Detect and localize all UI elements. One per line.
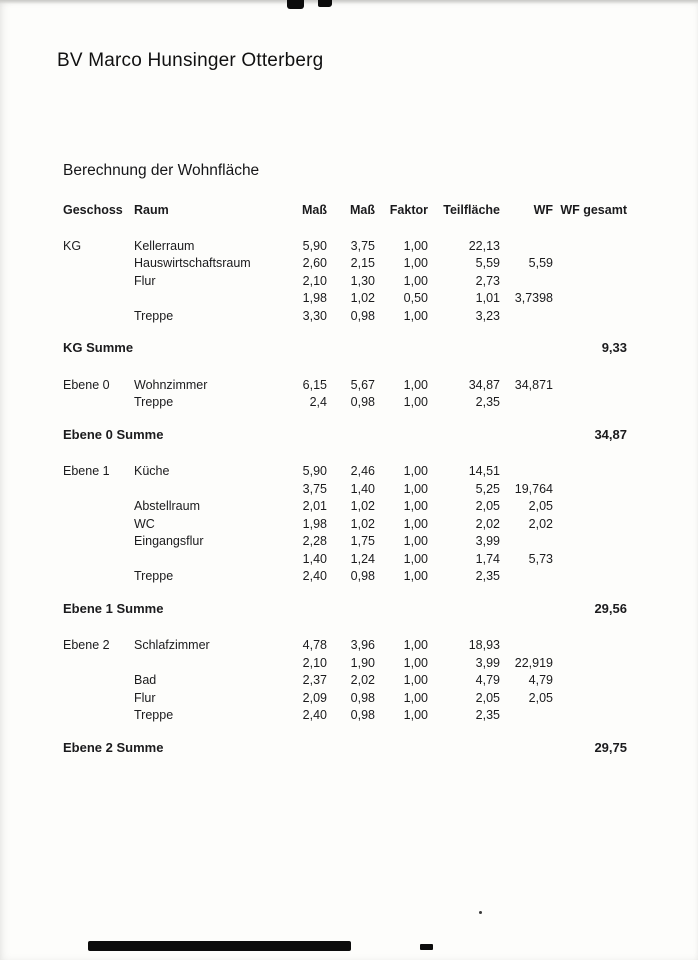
- cell-wf-gesamt: [553, 255, 627, 273]
- cell-geschoss: [63, 290, 134, 308]
- project-title: BV Marco Hunsinger Otterberg: [57, 50, 324, 71]
- col-header-teilflaeche: Teilfläche: [443, 203, 500, 217]
- cell-faktor: 1,00: [403, 256, 428, 270]
- cell-mass-2: 1,02: [350, 499, 375, 513]
- cell-wf-gesamt: [553, 463, 627, 481]
- cell-mass-1: 2,10: [302, 273, 327, 288]
- cell-mass-1: 3,75: [302, 481, 327, 496]
- cell-mass-1: 3,30: [302, 308, 327, 323]
- cell-geschoss: [63, 568, 134, 586]
- cell-mass-1: 2,01: [302, 499, 327, 513]
- cell-geschoss: Ebene 2: [63, 638, 110, 652]
- cell-raum: [134, 290, 282, 308]
- cell-geschoss: [63, 707, 134, 725]
- cell-mass-2: 0,98: [350, 690, 375, 705]
- cell-wf: [500, 568, 553, 586]
- cell-faktor: 1,00: [403, 377, 428, 392]
- cell-wf-gesamt: [553, 238, 627, 256]
- table-row: [63, 637, 627, 655]
- cell-wf: 22,919: [514, 655, 553, 670]
- cell-mass-2: 1,90: [350, 655, 375, 670]
- cell-wf-gesamt: [553, 481, 627, 499]
- cell-mass-2: 1,02: [350, 291, 375, 305]
- cell-wf: 4,79: [528, 673, 553, 687]
- cell-raum: Treppe: [134, 395, 174, 409]
- cell-wf: [500, 707, 553, 725]
- col-header-geschoss: Geschoss: [63, 203, 123, 217]
- cell-raum: Flur: [134, 690, 156, 705]
- cell-faktor: 1,00: [403, 673, 428, 687]
- cell-mass-2: 2,02: [350, 673, 375, 687]
- cell-teilflaeche: 5,25: [475, 481, 500, 496]
- cell-wf-gesamt: [553, 308, 627, 326]
- cell-teilflaeche: 1,01: [475, 291, 500, 305]
- cell-raum: Abstellraum: [134, 499, 200, 513]
- cell-teilflaeche: 2,02: [475, 516, 500, 531]
- cell-teilflaeche: 3,99: [475, 534, 500, 548]
- cell-geschoss: [63, 690, 134, 708]
- cell-wf-gesamt: [553, 655, 627, 673]
- cell-teilflaeche: 4,79: [475, 673, 500, 687]
- summe-row: [63, 426, 627, 444]
- cell-mass-1: 2,60: [302, 256, 327, 270]
- scan-artifact-speck: [479, 911, 482, 914]
- cell-faktor: 1,00: [403, 481, 428, 496]
- cell-raum: Kellerraum: [134, 238, 195, 253]
- cell-wf-gesamt: [553, 551, 627, 569]
- cell-teilflaeche: 1,74: [475, 551, 500, 566]
- cell-mass-2: 1,30: [350, 273, 375, 288]
- cell-wf: 3,7398: [514, 291, 553, 305]
- cell-geschoss: [63, 655, 134, 673]
- cell-mass-1: 2,4: [309, 395, 327, 409]
- cell-mass-2: 1,24: [350, 551, 375, 566]
- table-header-row: [63, 202, 627, 220]
- cell-wf: 19,764: [514, 481, 553, 496]
- scan-artifact-bottom-dot: [420, 944, 433, 950]
- cell-geschoss: [63, 533, 134, 551]
- cell-wf: 2,02: [528, 516, 553, 531]
- cell-raum: [134, 655, 282, 673]
- table-row: [63, 551, 627, 569]
- cell-mass-1: 2,28: [302, 534, 327, 548]
- table-group: [63, 637, 627, 756]
- summe-label: KG Summe: [63, 340, 134, 355]
- cell-geschoss: [63, 551, 134, 569]
- cell-mass-2: 0,98: [350, 708, 375, 722]
- summe-value: 9,33: [601, 340, 627, 355]
- cell-mass-2: 1,40: [350, 481, 375, 496]
- table-row: [63, 238, 627, 256]
- summe-row: [63, 739, 627, 757]
- cell-mass-1: 4,78: [302, 638, 327, 652]
- cell-wf-gesamt: [553, 707, 627, 725]
- cell-wf: [500, 308, 553, 326]
- cell-wf-gesamt: [553, 516, 627, 534]
- cell-raum: Küche: [134, 464, 170, 478]
- cell-raum: [134, 551, 282, 569]
- cell-wf: 2,05: [528, 690, 553, 705]
- cell-teilflaeche: 2,35: [475, 395, 500, 409]
- cell-teilflaeche: 5,59: [475, 256, 500, 270]
- cell-faktor: 1,00: [403, 464, 428, 478]
- table-row: [63, 377, 627, 395]
- cell-raum: [134, 481, 282, 499]
- summe-label: Ebene 1 Summe: [63, 600, 164, 616]
- table-body: [63, 238, 627, 757]
- summe-row: [63, 600, 627, 618]
- table-row: [63, 498, 627, 516]
- scan-artifact-top-right-mark: [318, 0, 332, 7]
- cell-wf: [500, 637, 553, 655]
- cell-geschoss: [63, 394, 134, 412]
- cell-mass-1: 2,09: [302, 690, 327, 705]
- cell-wf-gesamt: [553, 498, 627, 516]
- cell-wf-gesamt: [553, 533, 627, 551]
- cell-mass-1: 6,15: [302, 377, 327, 392]
- cell-mass-2: 2,15: [350, 256, 375, 270]
- table-row: [63, 516, 627, 534]
- section-title: Berechnung der Wohnfläche: [63, 162, 260, 179]
- cell-teilflaeche: 3,23: [475, 308, 500, 323]
- cell-faktor: 1,00: [403, 395, 428, 409]
- summe-value: 34,87: [594, 426, 627, 442]
- cell-wf-gesamt: [553, 672, 627, 690]
- cell-raum: Hauswirtschaftsraum: [134, 256, 251, 270]
- cell-geschoss: [63, 672, 134, 690]
- table-row: [63, 672, 627, 690]
- cell-mass-1: 1,40: [302, 551, 327, 566]
- table-row: [63, 463, 627, 481]
- table-row: [63, 273, 627, 291]
- table-row: [63, 568, 627, 586]
- cell-mass-1: 2,40: [302, 708, 327, 722]
- summe-value: 29,56: [594, 600, 627, 616]
- table-group: [63, 238, 627, 357]
- cell-raum: WC: [134, 516, 155, 531]
- cell-raum: Flur: [134, 273, 156, 288]
- cell-faktor: 1,00: [403, 638, 428, 652]
- cell-geschoss: [63, 255, 134, 273]
- summe-label: Ebene 0 Summe: [63, 426, 164, 442]
- col-header-wf-gesamt: WF gesamt: [560, 203, 627, 217]
- cell-geschoss: KG: [63, 238, 82, 253]
- cell-faktor: 1,00: [403, 238, 428, 253]
- cell-raum: Eingangsflur: [134, 534, 204, 548]
- cell-raum: Bad: [134, 673, 157, 687]
- cell-raum: Treppe: [134, 569, 174, 583]
- cell-wf: [500, 238, 553, 256]
- cell-mass-2: 0,98: [350, 308, 375, 323]
- cell-raum: Treppe: [134, 308, 174, 323]
- table-row: [63, 394, 627, 412]
- table-row: [63, 308, 627, 326]
- cell-wf: 2,05: [528, 499, 553, 513]
- cell-faktor: 0,50: [403, 291, 428, 305]
- cell-geschoss: [63, 308, 134, 326]
- cell-geschoss: [63, 498, 134, 516]
- cell-wf: 5,59: [528, 256, 553, 270]
- cell-wf: [500, 533, 553, 551]
- scan-artifact-top-left-mark: [287, 0, 304, 9]
- cell-faktor: 1,00: [403, 499, 428, 513]
- cell-wf-gesamt: [553, 690, 627, 708]
- cell-mass-2: 1,75: [350, 534, 375, 548]
- cell-mass-2: 0,98: [350, 395, 375, 409]
- table-row: [63, 533, 627, 551]
- table-row: [63, 707, 627, 725]
- cell-mass-2: 1,02: [350, 516, 375, 531]
- table-row: [63, 290, 627, 308]
- cell-geschoss: [63, 516, 134, 534]
- cell-mass-2: 5,67: [350, 377, 375, 392]
- cell-wf: 34,871: [514, 377, 553, 392]
- col-header-mass-1: Maß: [302, 203, 327, 217]
- cell-wf: 5,73: [528, 551, 553, 566]
- summe-row: [63, 339, 627, 357]
- cell-wf-gesamt: [553, 394, 627, 412]
- cell-raum: Schlafzimmer: [134, 638, 210, 652]
- cell-mass-1: 1,98: [302, 516, 327, 531]
- cell-mass-1: 5,90: [302, 238, 327, 253]
- cell-mass-1: 1,98: [302, 291, 327, 305]
- cell-teilflaeche: 2,05: [475, 499, 500, 513]
- cell-wf: [500, 394, 553, 412]
- cell-faktor: 1,00: [403, 516, 428, 531]
- cell-geschoss: [63, 273, 134, 291]
- cell-teilflaeche: 2,35: [475, 708, 500, 722]
- col-header-wf: WF: [533, 203, 553, 217]
- cell-teilflaeche: 34,87: [468, 377, 500, 392]
- col-header-faktor: Faktor: [389, 203, 428, 217]
- cell-wf-gesamt: [553, 290, 627, 308]
- cell-mass-2: 2,46: [350, 464, 375, 478]
- cell-teilflaeche: 22,13: [468, 238, 500, 253]
- cell-faktor: 1,00: [403, 273, 428, 288]
- cell-wf-gesamt: [553, 568, 627, 586]
- cell-faktor: 1,00: [403, 551, 428, 566]
- cell-mass-1: 2,10: [302, 655, 327, 670]
- cell-teilflaeche: 2,05: [475, 690, 500, 705]
- cell-mass-2: 0,98: [350, 569, 375, 583]
- table-group: [63, 463, 627, 617]
- col-header-raum: Raum: [134, 203, 169, 217]
- cell-faktor: 1,00: [403, 569, 428, 583]
- cell-wf-gesamt: [553, 637, 627, 655]
- cell-wf-gesamt: [553, 377, 627, 395]
- table-group: [63, 377, 627, 444]
- cell-geschoss: [63, 481, 134, 499]
- cell-faktor: 1,00: [403, 690, 428, 705]
- cell-mass-1: 5,90: [302, 464, 327, 478]
- cell-geschoss: Ebene 0: [63, 377, 110, 392]
- cell-faktor: 1,00: [403, 534, 428, 548]
- table-row: [63, 655, 627, 673]
- scan-artifact-bottom-bar: [88, 941, 351, 951]
- cell-wf-gesamt: [553, 273, 627, 291]
- cell-teilflaeche: 2,73: [475, 273, 500, 288]
- cell-mass-2: 3,75: [350, 238, 375, 253]
- cell-faktor: 1,00: [403, 708, 428, 722]
- col-header-mass-2: Maß: [350, 203, 375, 217]
- cell-mass-2: 3,96: [350, 638, 375, 652]
- summe-value: 29,75: [594, 739, 627, 755]
- table-row: [63, 255, 627, 273]
- cell-raum: Wohnzimmer: [134, 377, 208, 392]
- cell-faktor: 1,00: [403, 308, 428, 323]
- cell-mass-1: 2,40: [302, 569, 327, 583]
- cell-teilflaeche: 3,99: [475, 655, 500, 670]
- table-row: [63, 690, 627, 708]
- cell-wf: [500, 273, 553, 291]
- cell-faktor: 1,00: [403, 655, 428, 670]
- cell-raum: Treppe: [134, 708, 174, 722]
- cell-mass-1: 2,37: [302, 673, 327, 687]
- cell-wf: [500, 463, 553, 481]
- cell-teilflaeche: 14,51: [468, 464, 500, 478]
- table-row: [63, 481, 627, 499]
- cell-geschoss: Ebene 1: [63, 464, 110, 478]
- cell-teilflaeche: 2,35: [475, 569, 500, 583]
- summe-label: Ebene 2 Summe: [63, 739, 164, 755]
- cell-teilflaeche: 18,93: [468, 638, 500, 652]
- wohnflaeche-table: [63, 202, 627, 776]
